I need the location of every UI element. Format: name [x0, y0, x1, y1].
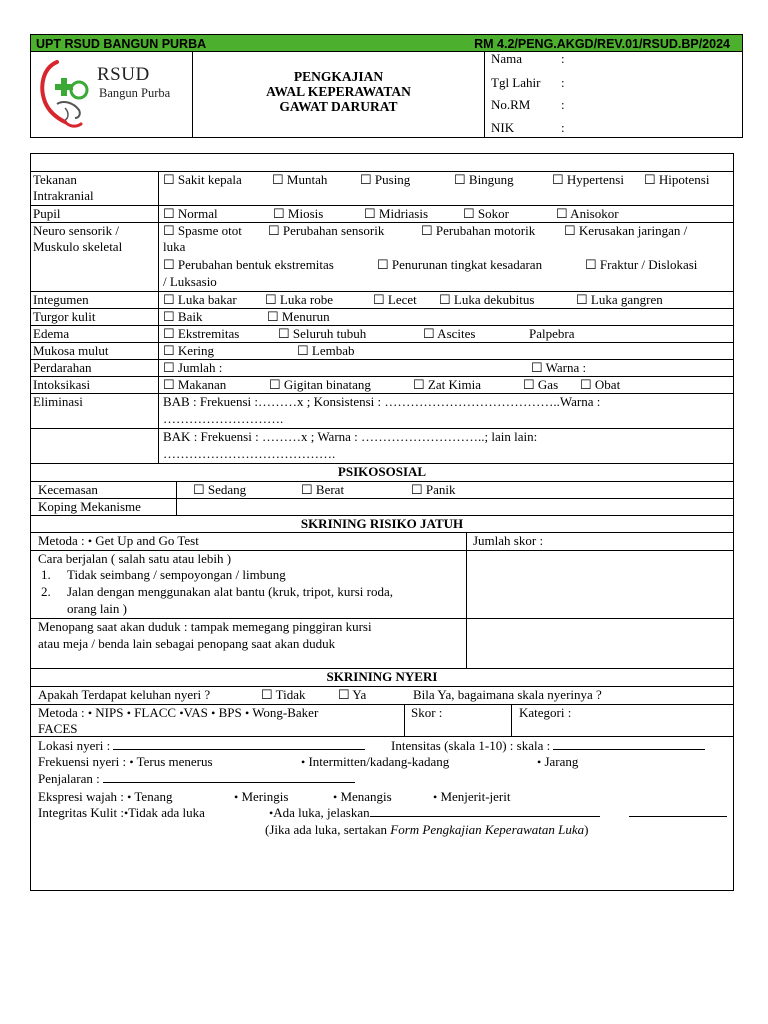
header-box — [30, 52, 743, 138]
nyeri-intensitas[interactable] — [391, 738, 705, 755]
checkbox-anisokor[interactable]: ☐ Anisokor — [556, 206, 619, 221]
section-psikososial: PSIKOSOSIAL — [337, 464, 427, 479]
checkbox-berat[interactable]: ☐ Berat — [301, 482, 345, 497]
frekuensi-label: Frekuensi nyeri : — [38, 754, 127, 769]
bullet-icon — [537, 754, 541, 769]
checkbox-perubahan-motorik[interactable]: ☐ Perubahan motorik — [421, 223, 536, 238]
option-label: Intermitten/kadang-kadang — [308, 754, 450, 769]
field-bak[interactable]: BAK : Frekuensi : ………x ; Warna : ………………………..; lain lain: — [163, 429, 538, 444]
field-no-rm[interactable] — [491, 97, 565, 114]
label-integumen: Integumen — [33, 292, 89, 307]
field-colon: : — [561, 97, 565, 112]
field-tgl-lahir[interactable] — [491, 75, 565, 92]
jatuh-metoda — [38, 533, 199, 550]
label-perdarahan: Perdarahan — [33, 360, 92, 375]
method-bps[interactable]: BPS — [218, 705, 242, 720]
hospital-logo-icon — [39, 56, 97, 130]
extra-line[interactable] — [629, 805, 727, 822]
method-flacc[interactable]: FLACC — [134, 705, 177, 720]
checkbox-ascites[interactable]: ☐ Ascites — [423, 326, 476, 341]
option-label: Meringis — [241, 789, 289, 804]
checkbox-obat[interactable]: ☐ Obat — [580, 377, 621, 392]
checkbox-muntah[interactable]: ☐ Muntah — [272, 172, 328, 187]
nyeri-ekspresi — [38, 789, 172, 806]
intensitas-line[interactable] — [553, 738, 705, 750]
checkbox-baik[interactable]: ☐ Baik — [163, 309, 203, 324]
checkbox-gas[interactable]: ☐ Gas — [523, 377, 559, 392]
checkbox-kering[interactable]: ☐ Kering — [163, 343, 215, 358]
option-ada-luka[interactable] — [269, 805, 600, 822]
ekspresi-label: Ekspresi wajah : — [38, 789, 124, 804]
checkbox-bingung[interactable]: ☐ Bingung — [454, 172, 514, 187]
penjalaran-label: Penjalaran : — [38, 771, 100, 786]
checkbox-jumlah[interactable]: ☐ Jumlah : — [163, 360, 223, 375]
nyeri-penjalaran[interactable] — [38, 771, 355, 788]
metoda-value: Get Up and Go Test — [95, 533, 199, 548]
checkbox-sedang[interactable]: ☐ Sedang — [193, 482, 247, 497]
metoda-label: Metoda : — [38, 705, 85, 720]
field-bab[interactable]: BAB : Frekuensi :………x ; Konsistensi : …………………………………..Warna : — [163, 394, 601, 409]
label-intoksikasi: Intoksikasi — [33, 377, 91, 392]
checkbox-lembab[interactable]: ☐ Lembab — [297, 343, 355, 358]
field-bak-cont[interactable]: …………………………………. — [163, 446, 336, 461]
label-pupil: Pupil — [33, 206, 61, 221]
method-faces[interactable]: FACES — [38, 721, 78, 736]
title-line-2: AWAL KEPERAWATAN — [266, 84, 411, 99]
title-line-3: GAWAT DARURAT — [279, 99, 398, 114]
nyeri-note — [265, 822, 589, 839]
text-luksasio: / Luksasio — [163, 274, 217, 289]
method-vas[interactable]: VAS — [183, 705, 208, 720]
field-colon: : — [561, 75, 565, 90]
intensitas-label: Intensitas (skala 1-10) : skala : — [391, 738, 551, 753]
checkbox-luka-bakar[interactable]: ☐ Luka bakar — [163, 292, 237, 307]
option-tidak-ada-luka[interactable]: Tidak ada luka — [128, 805, 205, 820]
checkbox-tidak[interactable]: ☐ Tidak — [261, 687, 306, 702]
form-code: RM 4.2/PENG.AKGD/REV.01/RSUD.BP/2024 — [474, 37, 730, 51]
nyeri-lokasi[interactable] — [38, 738, 365, 755]
checkbox-fraktur[interactable]: ☐ Fraktur / Dislokasi — [585, 257, 698, 272]
checkbox-penurunan-kesadaran[interactable]: ☐ Penurunan tingkat kesadaran — [377, 257, 543, 272]
label-muskulo: Muskulo skeletal — [33, 239, 123, 254]
bullet-icon — [433, 789, 437, 804]
lokasi-label: Lokasi nyeri : — [38, 738, 111, 753]
checkbox-sokor[interactable]: ☐ Sokor — [463, 206, 509, 221]
checkbox-luka-robe[interactable]: ☐ Luka robe — [265, 292, 333, 307]
jatuh-jumlah-skor[interactable]: Jumlah skor : — [473, 533, 544, 548]
checkbox-perubahan-bentuk[interactable]: ☐ Perubahan bentuk ekstremitas — [163, 257, 334, 272]
option-label: Jarang — [544, 754, 579, 769]
bullet-icon — [333, 789, 337, 804]
field-label: NIK — [491, 120, 515, 135]
option-menangis[interactable] — [333, 789, 392, 806]
note-form-name: Form Pengkajian Keperawatan Luka — [390, 822, 585, 837]
bullet-icon — [211, 705, 215, 720]
option-tenang[interactable]: Tenang — [134, 789, 173, 804]
checkbox-hipotensi[interactable]: ☐ Hipotensi — [644, 172, 710, 187]
checkbox-zat-kimia[interactable]: ☐ Zat Kimia — [413, 377, 481, 392]
method-nips[interactable]: NIPS — [95, 705, 124, 720]
checkbox-kerusakan-jaringan[interactable]: ☐ Kerusakan jaringan / — [564, 223, 688, 238]
checkbox-lecet[interactable]: ☐ Lecet — [373, 292, 417, 307]
field-label: Tgl Lahir — [491, 75, 541, 90]
checkbox-panik[interactable]: ☐ Panik — [411, 482, 456, 497]
label-kecemasan: Kecemasan — [38, 482, 98, 497]
bullet-icon — [127, 705, 131, 720]
patient-id-cell — [485, 52, 743, 137]
option-label: Menangis — [340, 789, 392, 804]
label-intrakranial: Intrakranial — [33, 188, 94, 203]
bullet-icon — [301, 754, 305, 769]
extra-underline[interactable] — [629, 805, 727, 817]
checkbox-spasme[interactable]: ☐ Spasme otot — [163, 223, 242, 238]
bullet-icon — [127, 789, 131, 804]
checkbox-seluruh-tubuh[interactable]: ☐ Seluruh tubuh — [278, 326, 367, 341]
header-bar — [30, 34, 743, 52]
jatuh-item-num: 2. — [41, 584, 51, 599]
checkbox-pusing[interactable]: ☐ Pusing — [360, 172, 411, 187]
checkbox-makanan[interactable]: ☐ Makanan — [163, 377, 227, 392]
note-text-end: ) — [584, 822, 589, 837]
assessment-form — [30, 153, 734, 891]
bullet-icon — [234, 789, 238, 804]
checkbox-luka-dekubitus[interactable]: ☐ Luka dekubitus — [439, 292, 535, 307]
checkbox-luka-gangren[interactable]: ☐ Luka gangren — [576, 292, 663, 307]
bullet-icon — [88, 533, 92, 548]
option-jarang[interactable] — [537, 754, 578, 771]
nyeri-skor[interactable]: Skor : — [411, 705, 443, 720]
penjalaran-line[interactable] — [103, 771, 355, 783]
section-risiko-jatuh: SKRINING RISIKO JATUH — [300, 516, 464, 531]
bullet-icon — [245, 705, 249, 720]
jatuh-menopang: Menopang saat akan duduk : tampak memegang pinggiran kursi — [38, 619, 372, 634]
bullet-icon — [129, 754, 133, 769]
logo-text: RSUD — [97, 64, 150, 85]
option-intermitten[interactable] — [301, 754, 449, 771]
checkbox-ya[interactable]: ☐ Ya — [338, 687, 367, 702]
jatuh-item-text-cont: orang lain ) — [67, 601, 127, 616]
checkbox-ekstremitas[interactable]: ☐ Ekstremitas — [163, 326, 240, 341]
method-wong-baker[interactable]: Wong-Baker — [252, 705, 319, 720]
checkbox-gigitan[interactable]: ☐ Gigitan binatang — [269, 377, 371, 392]
field-label: Nama — [491, 51, 523, 66]
label-edema: Edema — [33, 326, 70, 341]
field-colon: : — [561, 120, 565, 135]
label-mukosa: Mukosa mulut — [33, 343, 109, 358]
checkbox-warna[interactable]: ☐ Warna : — [531, 360, 587, 375]
lokasi-line[interactable] — [113, 738, 365, 750]
nyeri-bila-ya: Bila Ya, bagaimana skala nyerinya ? — [413, 687, 602, 702]
checkbox-normal[interactable]: ☐ Normal — [163, 206, 218, 221]
checkbox-miosis[interactable]: ☐ Miosis — [273, 206, 324, 221]
jatuh-item-num: 1. — [41, 567, 51, 582]
jatuh-item-text: Jalan dengan menggunakan alat bantu (kruk, tripot, kursi roda, — [67, 584, 393, 599]
option-label: Ada luka, jelaskan — [273, 805, 370, 820]
field-nama[interactable] — [491, 51, 565, 68]
field-label: No.RM — [491, 97, 531, 112]
checkbox-menurun[interactable]: ☐ Menurun — [267, 309, 330, 324]
text-palpebra[interactable]: Palpebra — [529, 326, 575, 341]
field-bab-cont[interactable]: ………………………. — [163, 411, 284, 426]
field-nik[interactable] — [491, 120, 565, 137]
nyeri-question: Apakah Terdapat keluhan nyeri ? — [38, 687, 211, 702]
nyeri-kategori[interactable]: Kategori : — [519, 705, 572, 720]
nyeri-frekuensi — [38, 754, 213, 771]
logo-subtext: Bangun Purba — [99, 86, 171, 100]
hospital-name: UPT RSUD BANGUN PURBA — [36, 37, 207, 51]
note-text: (Jika ada luka, sertakan — [265, 822, 391, 837]
checkbox-sakit-kepala[interactable]: ☐ Sakit kepala — [163, 172, 242, 187]
jatuh-item-text: Tidak seimbang / sempoyongan / limbung — [67, 567, 286, 582]
ada-luka-line[interactable] — [370, 805, 600, 817]
logo-cell — [31, 52, 193, 137]
bullet-icon — [88, 705, 92, 720]
checkbox-midriasis[interactable]: ☐ Midriasis — [364, 206, 429, 221]
field-colon: : — [561, 51, 565, 66]
form-title — [193, 52, 485, 137]
option-menjerit[interactable] — [433, 789, 510, 806]
label-neuro: Neuro sensorik / — [33, 223, 119, 238]
jatuh-menopang-cont: atau meja / benda lain sebagai penopang saat akan duduk — [38, 636, 336, 651]
checkbox-perubahan-sensorik[interactable]: ☐ Perubahan sensorik — [268, 223, 385, 238]
checkbox-hypertensi[interactable]: ☐ Hypertensi — [552, 172, 624, 187]
integritas-label: Integritas Kulit : — [38, 805, 124, 820]
nyeri-metoda — [38, 705, 318, 722]
nyeri-integritas — [38, 805, 205, 822]
section-skrining-nyeri: SKRINING NYERI — [326, 669, 438, 684]
metoda-label: Metoda : — [38, 533, 85, 548]
jatuh-cara: Cara berjalan ( salah satu atau lebih ) — [38, 551, 232, 566]
label-koping: Koping Mekanisme — [38, 499, 141, 514]
option-terus-menerus[interactable]: Terus menerus — [136, 754, 213, 769]
label-tekanan: Tekanan — [33, 172, 77, 187]
option-meringis[interactable] — [234, 789, 288, 806]
label-eliminasi: Eliminasi — [33, 394, 83, 409]
label-turgor: Turgor kulit — [33, 309, 96, 324]
title-line-1: PENGKAJIAN — [293, 69, 384, 84]
text-luka: luka — [163, 239, 186, 254]
option-label: Menjerit-jerit — [440, 789, 511, 804]
